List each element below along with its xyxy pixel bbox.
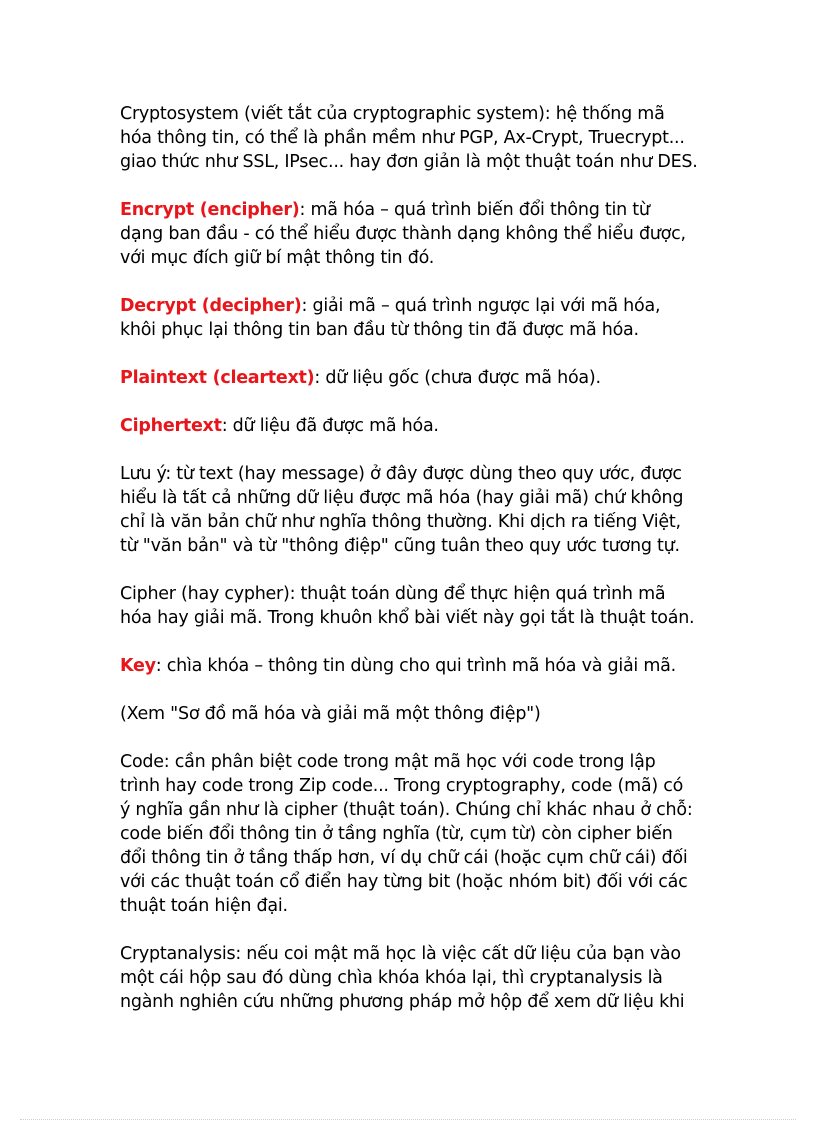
paragraph-text: Cryptanalysis: nếu coi mật mã học là việc cất dữ liệu của bạn vào một cái hộp sau đó dùng chìa khóa khóa lại, thì cryptanalysis là ngành nghiên cứu những phương pháp mở hộp để xem dữ liệu khi <box>120 944 685 1012</box>
paragraph-text: : dữ liệu đã được mã hóa. <box>221 416 439 436</box>
paragraph-code <box>120 750 698 918</box>
paragraph-text: : giải mã – quá trình ngược lại với mã hóa, khôi phục lại thông tin ban đầu từ thông tin đã được mã hóa. <box>120 296 661 340</box>
paragraph-key <box>120 654 698 678</box>
paragraph-text: Cipher (hay cypher): thuật toán dùng để thực hiện quá trình mã hóa hay giải mã. Trong khuôn khổ bài viết này gọi tắt là thuật toán. <box>120 584 695 628</box>
paragraph-text: : mã hóa – quá trình biến đổi thông tin từ dạng ban đầu - có thể hiểu được thành dạng không thể hiểu được, với mục đích giữ bí mật thông tin đó. <box>120 200 686 268</box>
page-bottom-divider <box>20 1119 796 1120</box>
paragraph-plaintext <box>120 366 698 390</box>
term-plaintext: Plaintext (cleartext) <box>120 368 315 388</box>
paragraph-cipher <box>120 582 698 630</box>
paragraph-text: (Xem "Sơ đồ mã hóa và giải mã một thông điệp") <box>120 704 541 724</box>
paragraph-text: Cryptosystem (viết tắt của cryptographic system): hệ thống mã hóa thông tin, có thể là phần mềm như PGP, Ax-Crypt, Truecrypt... giao thức như SSL, IPsec... hay đơn giản là một thuật toán như DES. <box>120 104 698 172</box>
paragraph-text: Code: cần phân biệt code trong mật mã học với code trong lập trình hay code trong Zip code... Trong cryptography, code (mã) có ý nghĩa gần như là cipher (thuật toán). Chúng chỉ khác nhau ở chỗ: code biến đổi thông tin ở tầng nghĩa (từ, cụm từ) còn cipher biến đổi thông tin ở tầng thấp hơn, ví dụ chữ cái (hoặc cụm chữ cái) đối với các thuật toán cổ điển hay từng bit (hoặc nhóm bit) đối với các thuật toán hiện đại. <box>120 752 693 916</box>
paragraph-note <box>120 462 698 558</box>
term-ciphertext: Ciphertext <box>120 416 222 436</box>
paragraph-text: Lưu ý: từ text (hay message) ở đây được dùng theo quy ước, được hiểu là tất cả những dữ liệu được mã hóa (hay giải mã) chứ không chỉ là văn bản chữ như nghĩa thông thường. Khi dịch ra tiếng Việt, từ "văn bản" và từ "thông điệp" cũng tuân theo quy ước tương tự. <box>120 464 684 556</box>
paragraph-text: : chìa khóa – thông tin dùng cho qui trình mã hóa và giải mã. <box>155 656 676 676</box>
paragraph-diagram-reference <box>120 702 698 726</box>
document-body <box>120 102 698 1038</box>
term-key: Key <box>120 656 156 676</box>
paragraph-encrypt <box>120 198 698 270</box>
paragraph-ciphertext <box>120 414 698 438</box>
paragraph-cryptosystem <box>120 102 698 174</box>
term-decrypt: Decrypt (decipher) <box>120 296 302 316</box>
paragraph-cryptanalysis <box>120 942 698 1014</box>
paragraph-text: : dữ liệu gốc (chưa được mã hóa). <box>314 368 601 388</box>
paragraph-decrypt <box>120 294 698 342</box>
term-encrypt: Encrypt (encipher) <box>120 200 300 220</box>
